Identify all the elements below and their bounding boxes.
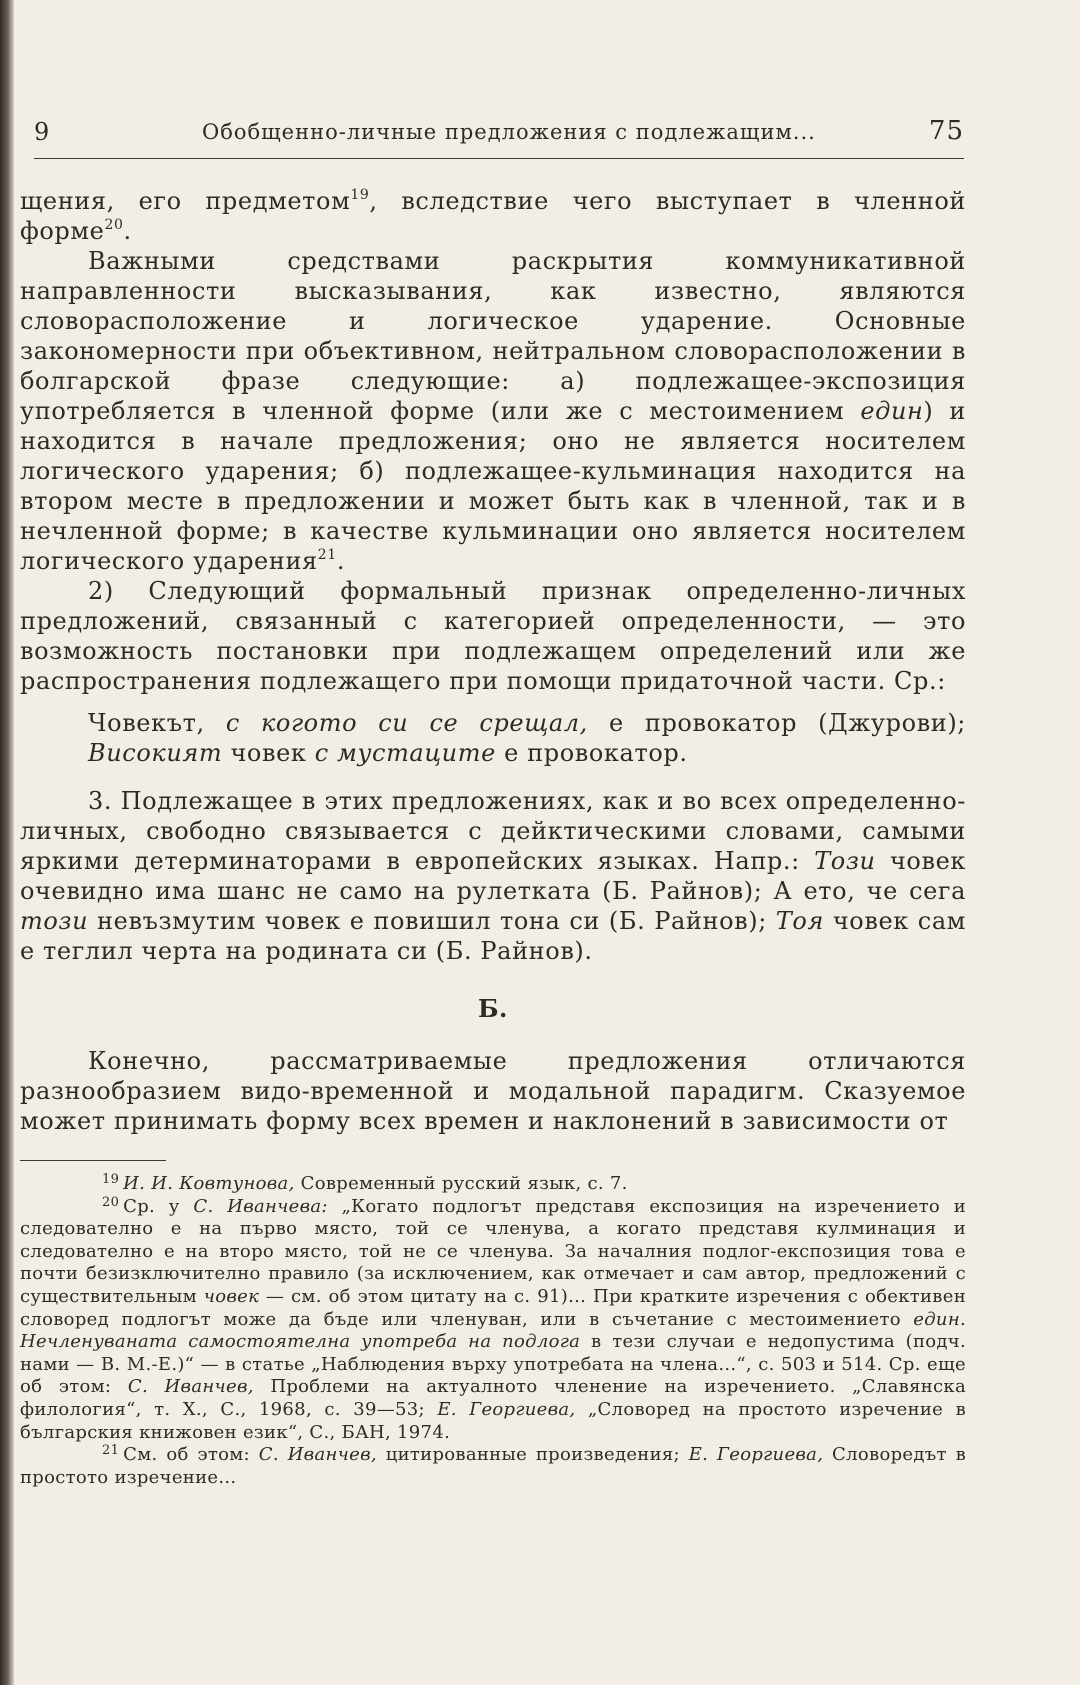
italic-example: с мустаците (314, 739, 496, 767)
running-title: Обобщенно-личные предложения с подлежащим... (202, 120, 816, 144)
italic-author: Е. Георгиева, (688, 1444, 824, 1466)
italic-example: този (20, 907, 89, 935)
example-block (20, 708, 966, 768)
italic-author: С. Иванчева: (193, 1195, 328, 1217)
text-run: . (336, 547, 346, 575)
text-run: човек (222, 739, 315, 767)
footnotes (20, 1160, 966, 1489)
footnote-ref-19[interactable]: 19 (350, 187, 370, 203)
text-run: цитированные произведения; (376, 1444, 689, 1466)
footnote-ref-21[interactable]: 21 (317, 547, 337, 563)
text-run: Важными средствами раскрытия коммуникативной направленности высказывания, как известно, являются словорасположение и логическое ударение. Основные закономерности при объективном, нейтральном словорасположении в болгарской фразе следующие: а) подлежащее-экспозиция употребляется в членной форме (или же с местоимением (20, 247, 966, 425)
text-run: — см. об этом цитату на с. 91)... При кратките изречения с обективен словоред подлогът може да бъде или членуван, или в съчетание с местоимението (20, 1285, 966, 1330)
book-spine-shadow (0, 0, 14, 1685)
italic-quote: един. Нечленуваната самостоятелна употреба на подлога (20, 1308, 966, 1353)
italic-term: човек (203, 1285, 260, 1307)
italic-example: Тоя (775, 907, 824, 935)
paragraph-word-order (20, 246, 966, 576)
footnote-number: 19 (102, 1172, 120, 1187)
footnote-number: 20 (102, 1194, 120, 1210)
footnote-19 (20, 1173, 966, 1196)
page-number: 75 (928, 116, 964, 146)
text-run: 3. Подлежащее в этих предложениях, как и во всех определенно-личных, свободно связывается с дейктическими словами, самыми яркими детерминаторами в европейских языках. Напр.: (20, 787, 966, 875)
section-heading: Б. (477, 994, 509, 1023)
footnote-number: 21 (102, 1443, 120, 1459)
text-run: Современный русский язык, с. 7. (294, 1173, 628, 1194)
paragraph-point-3 (20, 786, 966, 966)
text-run: е провокатор (Джурови); (587, 709, 966, 737)
text-run: в тези случаи е недопустима (подч. нами — В. М.-Е.)“ — в статье „Наблюдения върху употребата на члена...“, с. 503 и 514. Ср. еще об этом: (20, 1331, 967, 1398)
book-page (14, 0, 1080, 1685)
chapter-number: 9 (34, 118, 50, 146)
italic-example: Този (814, 847, 876, 875)
paragraph-continuation (20, 186, 966, 246)
footnote-21 (20, 1444, 966, 1489)
paragraph-section-b (20, 1046, 966, 1136)
text-run: Ср. у (123, 1195, 194, 1217)
text-run: Човекът, (88, 709, 226, 737)
text-run: См. об этом: (123, 1444, 259, 1466)
italic-author: С. Иванчев, (258, 1444, 377, 1466)
text-run: невъзмутим човек е повишил тона си (Б. Райнов); (88, 907, 776, 935)
italic-example: Високият (88, 739, 223, 767)
main-text (20, 186, 966, 1136)
text-run: човек сам е теглил черта на родината си (Б. Райнов). (20, 907, 966, 965)
text-run: „Когато подлогът представя експозиция на изречението и следователно е на първо място, той се членува, а когато представя кулминация и следователно е на второ място, той не се членува. За началния подлог-експозиция това е почти безизключително правило (за исключением, как отмечает и сам автор, предложений с существительным (20, 1195, 966, 1307)
text-run: , вследствие чего выступает в членной форме (20, 187, 966, 245)
italic-author: И. И. Ковтунова, (123, 1173, 295, 1194)
text-run: . (123, 217, 132, 245)
text-run: Словоредът в простото изречение... (20, 1444, 967, 1488)
footnote-ref-20[interactable]: 20 (104, 217, 124, 233)
footnote-20 (20, 1196, 966, 1445)
italic-example: с когото си се срещал, (225, 709, 588, 737)
text-run: „Словоред на простото изречение в българския книжовен език“, С., БАН, 1974. (20, 1398, 967, 1443)
text-run: щения, его предметом (20, 187, 351, 215)
italic-author: Е. Георгиева, (437, 1398, 576, 1420)
text-run: ) и находится в начале предложения; оно не является носителем логического ударения; б) подлежащее-кульминация находится на втором месте в предложении и может быть как в членной, так и в нечленной форме; в качестве кульминации оно является носителем логического ударения (20, 397, 967, 575)
text-run: 2) Следующий формальный признак определенно-личных предложений, связанный с категорией определенности, — это возможность постановки при подлежащем определений или же распространения подлежащего при помощи придаточной части. Ср.: (20, 577, 966, 695)
text-run: човек очевидно има шанс не само на рулетката (Б. Райнов); А ето, че сега (20, 847, 966, 905)
italic-author: С. Иванчев, (127, 1376, 254, 1398)
paragraph-point-2 (20, 576, 966, 696)
italic-term: един (860, 397, 924, 425)
footnote-divider (20, 1160, 166, 1161)
running-header (34, 118, 964, 159)
text-run: Конечно, рассматриваемые предложения отличаются разнообразием видо-временной и модальной парадигм. Сказуемое может принимать форму всех времен и наклонений в зависимости от (20, 1047, 966, 1135)
text-run: Проблеми на актуалното членение на изречението. „Славянска филология“, т. X., С., 1968, с. 39—53; (20, 1376, 966, 1420)
text-run: е провокатор. (495, 739, 688, 767)
